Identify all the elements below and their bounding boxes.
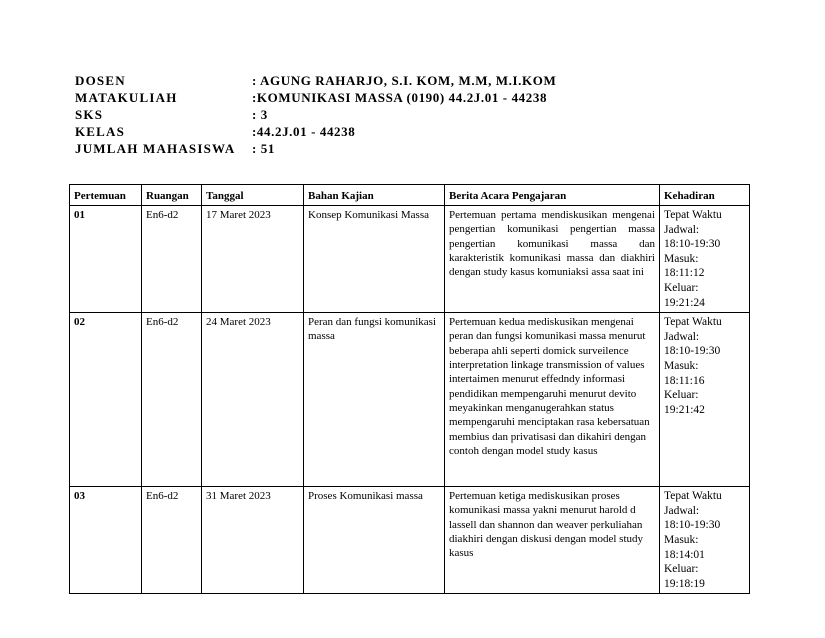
attendance-out-label: Keluar: <box>664 281 699 294</box>
header-label: SKS <box>75 107 104 122</box>
cell-ruangan: En6-d2 <box>142 206 202 313</box>
cell-bahan-kajian: Proses Komunikasi massa <box>304 487 445 594</box>
attendance-out-label: Keluar: <box>664 563 699 576</box>
cell-bahan-kajian: Peran dan fungsi komunikasi massa <box>304 313 445 487</box>
cell-tanggal: 24 Maret 2023 <box>202 313 304 487</box>
header-label: DOSEN <box>75 73 126 88</box>
header-label: JUMLAH MAHASISWA <box>75 141 236 156</box>
header-row-kelas <box>75 124 556 141</box>
header-value: :44.2J.01 - 44238 <box>252 124 356 139</box>
cell-bahan-kajian: Konsep Komunikasi Massa <box>304 206 445 313</box>
attendance-schedule: 18:10-19:30 <box>664 238 721 251</box>
table-row <box>70 206 750 313</box>
cell-berita-acara: Pertemuan pertama mendiskusikan mengenai pengertian komunikasi pengertian massa pengertian komunikasi massa dan karakteristik komunikasi massa dan diakhiri dengan study kasus komuniaksi assa saat ini <box>445 206 660 313</box>
attendance-status: Tepat Waktu <box>664 490 722 503</box>
cell-ruangan: En6-d2 <box>142 313 202 487</box>
column-header-bahan-kajian: Bahan Kajian <box>304 185 445 206</box>
cell-pertemuan: 03 <box>70 487 142 594</box>
table-row <box>70 313 750 487</box>
cell-tanggal: 17 Maret 2023 <box>202 206 304 313</box>
attendance-in-label: Masuk: <box>664 359 699 372</box>
attendance-schedule-label: Jadwal: <box>664 223 700 236</box>
attendance-in: 18:11:12 <box>664 267 705 280</box>
cell-kehadiran <box>660 313 750 487</box>
column-header-tanggal: Tanggal <box>202 185 304 206</box>
teaching-report-table <box>69 184 750 594</box>
table-header-row <box>70 185 750 206</box>
attendance-schedule: 18:10-19:30 <box>664 519 721 532</box>
cell-berita-acara: Pertemuan ketiga mediskusikan proses komunikasi massa yakni menurut harold d lassell dan shannon dan weaver perkuliahan diakhiri dengan diskusi dengan model study kasus <box>445 487 660 594</box>
attendance-in: 18:14:01 <box>664 548 705 561</box>
header-row-dosen <box>75 73 556 90</box>
header-row-sks <box>75 107 556 124</box>
attendance-in-label: Masuk: <box>664 533 699 546</box>
attendance-schedule: 18:10-19:30 <box>664 345 721 358</box>
cell-kehadiran <box>660 206 750 313</box>
header-value: :KOMUNIKASI MASSA (0190) 44.2J.01 - 44238 <box>252 90 548 105</box>
course-header <box>75 73 556 158</box>
cell-ruangan: En6-d2 <box>142 487 202 594</box>
cell-pertemuan: 02 <box>70 313 142 487</box>
attendance-schedule-label: Jadwal: <box>664 330 700 343</box>
attendance-out: 19:21:24 <box>664 296 705 309</box>
attendance-out: 19:18:19 <box>664 577 705 590</box>
attendance-out-label: Keluar: <box>664 389 699 402</box>
column-header-berita-acara: Berita Acara Pengajaran <box>445 185 660 206</box>
cell-kehadiran <box>660 487 750 594</box>
cell-tanggal: 31 Maret 2023 <box>202 487 304 594</box>
attendance-in-label: Masuk: <box>664 252 699 265</box>
attendance-status: Tepat Waktu <box>664 209 722 221</box>
header-value: : 51 <box>252 141 275 156</box>
header-row-matakuliah <box>75 90 556 107</box>
header-row-jumlah-mahasiswa <box>75 141 556 158</box>
attendance-status: Tepat Waktu <box>664 316 722 329</box>
attendance-out: 19:21:42 <box>664 403 705 416</box>
header-label: KELAS <box>75 124 126 139</box>
column-header-ruangan: Ruangan <box>142 185 202 206</box>
header-label: MATAKULIAH <box>75 90 178 105</box>
header-value: : 3 <box>252 107 268 122</box>
attendance-in: 18:11:16 <box>664 374 705 387</box>
column-header-kehadiran: Kehadiran <box>660 185 750 206</box>
cell-pertemuan: 01 <box>70 206 142 313</box>
table-row <box>70 487 750 594</box>
attendance-schedule-label: Jadwal: <box>664 504 700 517</box>
header-value: : AGUNG RAHARJO, S.I. KOM, M.M, M.I.KOM <box>252 73 557 88</box>
cell-berita-acara: Pertemuan kedua mediskusikan mengenai peran dan fungsi komunikasi massa menurut beberapa ahli seperti domick surveilence interpretation linkage transmission of values intertaimen menurut effedndy informasi pendidikan mempengaruhi menurut devito meyakinkan menganugerahkan status mempengaruhi menciptakan rasa kebersatuan membius dan privatisasi dan dikahiri dengan contoh dengan model study kasus <box>445 313 660 487</box>
column-header-pertemuan: Pertemuan <box>70 185 142 206</box>
